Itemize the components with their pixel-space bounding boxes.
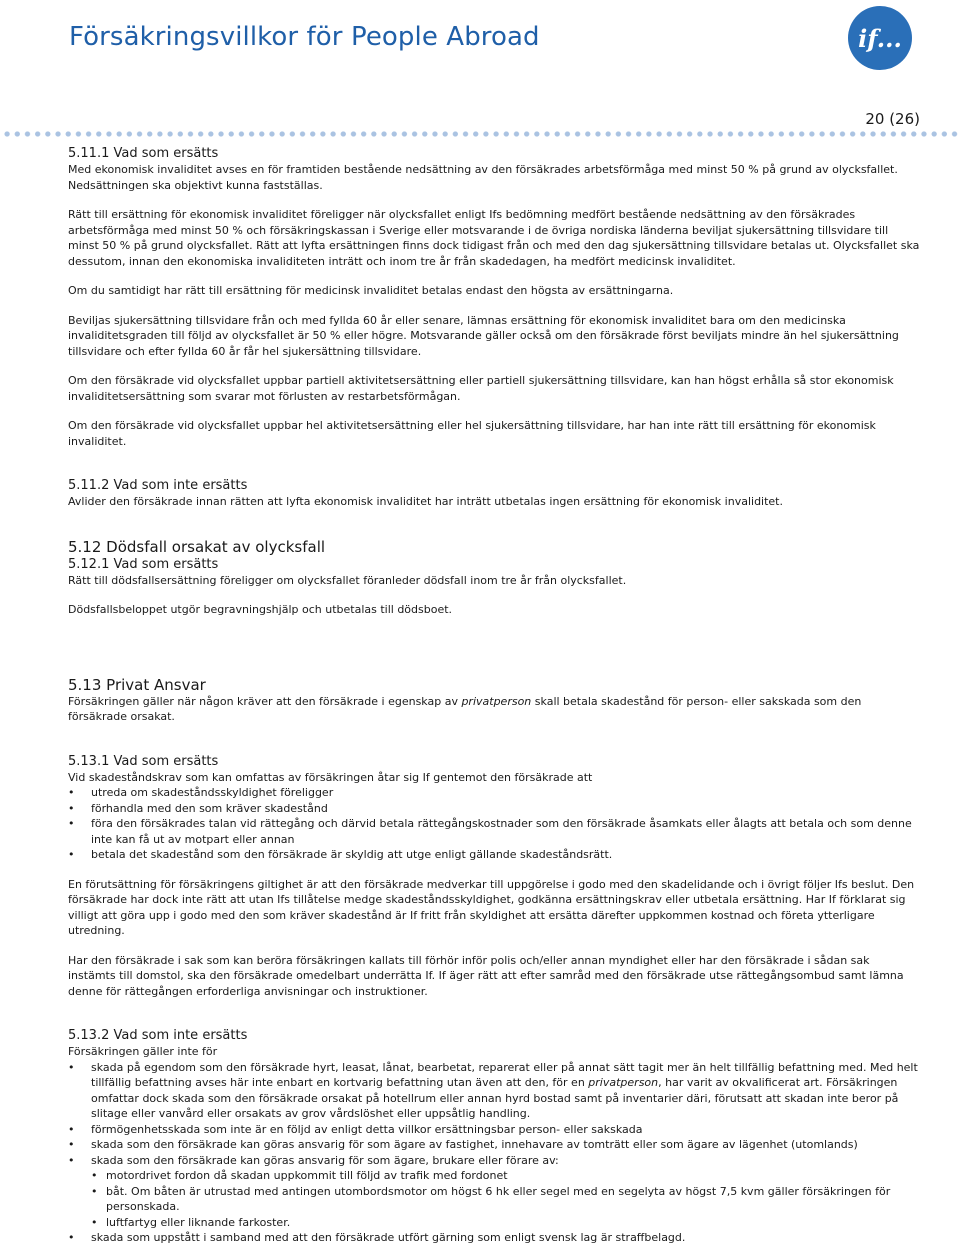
paragraph: Försäkringen gäller inte för	[68, 1045, 218, 1058]
dotted-divider	[0, 130, 960, 138]
heading-5-11-1: 5.11.1 Vad som ersätts	[68, 146, 219, 161]
paragraph: Dödsfallsbeloppet utgör begravningshjälp och utbetalas till dödsboet.	[68, 603, 453, 616]
list-item: • skada som den försäkrade kan göras ansvarig för som ägare av fastighet, innehavare av tomträtt eller som ägare av lägenhet (utomlands)	[68, 1137, 920, 1153]
nested-list-item: • båt. Om båten är utrustad med antingen utombordsmotor om högst 6 hk eller segel med en segelyta av högst 7,5 kvm gäller försäkringen för personskada.	[68, 1184, 920, 1215]
nested-list-item: • luftfartyg eller liknande farkoster.	[68, 1215, 920, 1231]
text-run: Försäkringen gäller när någon kräver att den försäkrade i egenskap av	[68, 694, 462, 708]
bullet-list	[68, 1230, 920, 1246]
page-content	[68, 145, 920, 1246]
heading-5-11-2: 5.11.2 Vad som inte ersätts	[68, 478, 248, 493]
paragraph: Om den försäkrade vid olycksfallet uppbar hel aktivitetsersättning eller hel sjukersättning tillsvidare, har han inte rätt till ersättning för ekonomisk invaliditet.	[68, 419, 876, 448]
nested-list-item: • motordrivet fordon då skadan uppkommit till följd av trafik med fordonet	[68, 1168, 920, 1184]
paragraph: Har den försäkrade i sak som kan beröra försäkringen kallats till förhör inför polis och/eller annan myndighet eller har den försäkrade i sådan sak instämts till domstol, ska den försäkrade omedelbart underrätta If. If äger rätt att efter samråd med den försäkrade utse rättegångsombud samt lämna denne för rättegången erforderliga anvisningar och instruktioner.	[68, 953, 904, 998]
paragraph: Beviljas sjukersättning tillsvidare från och med fyllda 60 år eller senare, lämnas ersättning för ekonomisk invaliditet bara om den medicinska invaliditetsgraden till följd av olycksfallet är 50 % eller högre. Motsvarande gäller också om den försäkrade först beviljats mindre än hel sjukersättning tillsvidare och efter fyllda 60 år får hel sjukersättning tillsvidare.	[68, 313, 899, 358]
paragraph	[68, 694, 920, 725]
paragraph: Avlider den försäkrade innan rätten att lyfta ekonomisk invaliditet har inträtt utbetalas ingen ersättning för ekonomisk invaliditet.	[68, 495, 783, 508]
paragraph: Med ekonomisk invaliditet avses en för framtiden bestående nedsättning av den försäkrades arbetsförmåga med minst 50 % på grund av olycksfallet. Nedsättningen ska objektivt kunna fastställas.	[68, 163, 898, 192]
text-run: skall betala skadestånd för person- eller sakskada som den försäkrade orsakat.	[68, 694, 862, 723]
paragraph: Rätt till dödsfallsersättning föreligger om olycksfallet föranleder dödsfall inom tre år från olycksfallet.	[68, 573, 627, 587]
list-item	[68, 1060, 920, 1122]
emphasis-text: privatperson	[588, 1076, 659, 1089]
paragraph: En förutsättning för försäkringens giltighet är att den försäkrade medverkar till uppgörelse i godo med den skadelidande och i övrigt följer Ifs beslut. Den försäkrade har dock inte rätt att utan Ifs tillåtelse medge skadeståndsskyldighet, godkänna ersättningskrav eller utbetala ersättning. Har If förklarat sig villigt att göra upp i godo med den som kräver skadestånd är If fritt från skyldighet att ersätta därefter uppkommen kostnad och företa ytterligare utredning.	[68, 877, 915, 937]
document-title: Försäkringsvillkor för People Abroad	[69, 22, 540, 52]
bullet-list	[68, 785, 920, 863]
list-item: • skada som uppstått i samband med att den försäkrade utfört gärning som enligt svensk lag är straffbelagd.	[68, 1230, 920, 1246]
if-logo: if...	[848, 6, 912, 70]
heading-5-13-2: 5.13.2 Vad som inte ersätts	[68, 1028, 248, 1043]
paragraph: Rätt till ersättning för ekonomisk invaliditet föreligger när olycksfallet enligt Ifs bedömning medfört bestående nedsättning av den försäkrades arbetsförmåga med minst 50 % och försäkringskassan i Sverige eller motsvarande i de övriga nordiska länderna beviljat sjukersättning tillsvidare till minst 50 % på grund olycksfallet. Rätt att lyfta ersättningen finns dock tidigast från och med den dag sjukersättning tillsvidare betalas ut. Olycksfallet ska dessutom, innan den ekonomiska invaliditeten inträtt och inom tre år från skadedagen, ha medfört medicinsk invaliditet.	[68, 208, 920, 268]
text-run: , har varit av okvalificerat art. Försäkringen omfattar dock skada som den försäkrade orsakat på hotellrum eller annan hyrd bostad samt på inventarier däri, förutsatt att skadan inte beror på slitage eller vanvård eller orsakats av grov vårdslöshet eller uppsåtlig handling.	[91, 1076, 899, 1120]
paragraph: Om du samtidigt har rätt till ersättning för medicinsk invaliditet betalas endast den högsta av ersättningarna.	[68, 284, 674, 297]
list-item: • utreda om skadeståndsskyldighet föreligger	[68, 785, 920, 801]
list-item: • betala det skadestånd som den försäkrade är skyldig att utge enligt gällande skadeståndsrätt.	[68, 847, 920, 863]
heading-5-13-1: 5.13.1 Vad som ersätts	[68, 753, 219, 769]
nested-bullet-list	[68, 1168, 920, 1230]
paragraph: Om den försäkrade vid olycksfallet uppbar partiell aktivitetsersättning eller partiell sjukersättning tillsvidare, kan han högst erhålla så stor ekonomisk invaliditetsersättning som svarar mot förlusten av restarbetsförmågan.	[68, 374, 894, 403]
emphasis-text: privatperson	[461, 694, 532, 708]
bullet-list	[68, 1060, 920, 1169]
heading-5-13: 5.13 Privat Ansvar	[68, 675, 206, 694]
list-item: • förmögenhetsskada som inte är en följd av enligt detta villkor ersättningsbar person- eller sakskada	[68, 1122, 920, 1138]
text-run: skada på egendom som den försäkrade hyrt, leasat, lånat, bearbetat, reparerat eller på annat sätt tagit mer än helt tillfällig befattning med. Med helt tillfällig befattning avses här inte enbart en kortvarig befattning utan även att den, för en	[91, 1060, 918, 1089]
list-item: • skada som den försäkrade kan göras ansvarig för som ägare, brukare eller förare av:	[68, 1153, 920, 1169]
page-number: 20 (26)	[865, 110, 920, 128]
heading-5-12: 5.12 Dödsfall orsakat av olycksfall	[68, 537, 326, 556]
heading-5-12-1: 5.12.1 Vad som ersätts	[68, 556, 219, 572]
list-item: • förhandla med den som kräver skadestånd	[68, 801, 920, 817]
paragraph: Vid skadeståndskrav som kan omfattas av försäkringen åtar sig If gentemot den försäkrade att	[68, 770, 593, 784]
list-item: • föra den försäkrades talan vid rättegång och därvid betala rättegångskostnader som den försäkrade åsamkats eller ålagts att betala och som denne inte kan få ut av motpart eller annan	[68, 816, 920, 847]
